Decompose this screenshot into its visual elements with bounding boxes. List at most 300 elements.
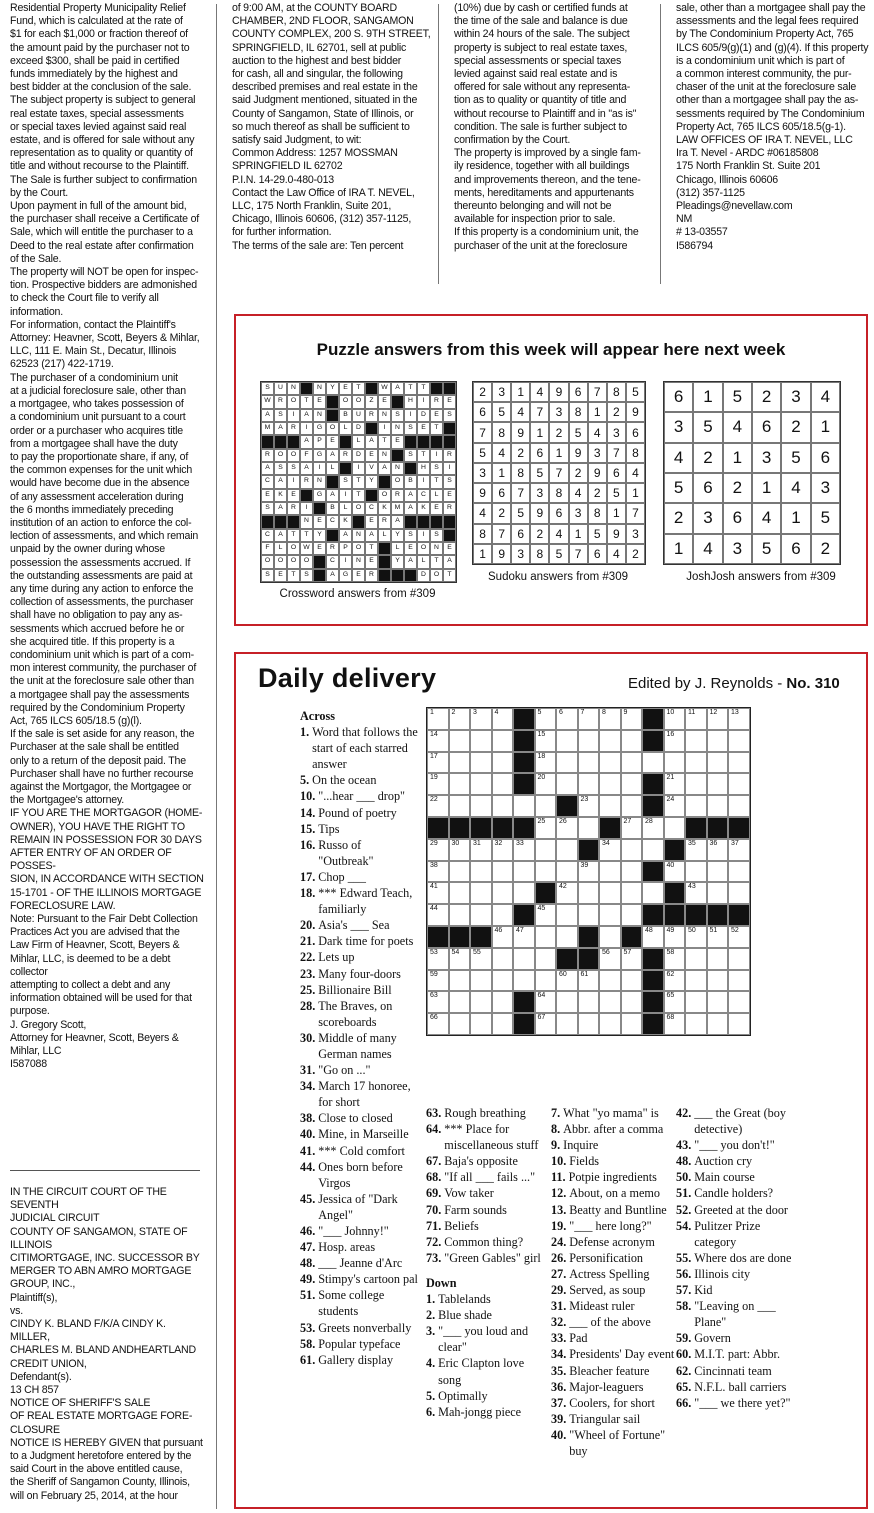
grid-cell[interactable] (556, 817, 578, 839)
grid-cell[interactable] (664, 752, 686, 774)
grid-cell[interactable] (685, 926, 707, 948)
answer-block (287, 515, 300, 528)
grid-cell[interactable] (470, 970, 492, 992)
grid-cell[interactable] (707, 991, 729, 1013)
joshjosh-cell: 1 (811, 412, 840, 442)
clue (300, 1255, 418, 1271)
joshjosh-cell: 3 (752, 443, 781, 473)
answer-letter: I (417, 395, 430, 408)
grid-cell[interactable] (470, 904, 492, 926)
sudoku-cell: 2 (492, 503, 511, 523)
grid-cell[interactable] (492, 861, 514, 883)
grid-cell[interactable] (599, 948, 621, 970)
grid-cell[interactable] (578, 730, 600, 752)
grid-cell[interactable] (621, 773, 643, 795)
grid-cell[interactable] (427, 882, 449, 904)
grid-cell[interactable] (535, 773, 557, 795)
grid-cell[interactable] (449, 730, 471, 752)
grid-cell[interactable] (513, 882, 535, 904)
answer-letter: E (313, 515, 326, 528)
grid-cell[interactable] (707, 970, 729, 992)
grid-cell[interactable] (492, 839, 514, 861)
grid-cell[interactable] (707, 773, 729, 795)
clue-number: 71. (426, 1218, 442, 1233)
grid-cell[interactable] (707, 795, 729, 817)
clue-text: Pulitzer Prize category (694, 1218, 761, 1249)
legal-col2: of 9:00 AM, at the COUNTY BOARD CHAMBER, 2ND FLOOR, SANGAMON COUNTY COMPLEX, 200 S. 9TH STREET, SPRINGFIELD, IL 62701, sell at public auction to the highest and best bidder for cash, all and singular, the following described premises and real estate in the said Judgment mentioned, situated in the County of Sangamon, State of Illinois, or so much thereof as shall be sufficient to satisfy said Judgment, to wit: Common Address: 1257 MOSSMAN SPRINGFIELD IL 62702 P.I.N. 14-29.0-480-013 Contact the Law Office of IRA T. NEVEL, LLC, 175 North Franklin, Suite 201, Chicago, Illinois 60606, (312) 357-1125, for further information. The terms of the sale are: Ten percent (232, 2, 431, 252)
grid-cell[interactable] (556, 708, 578, 730)
grid-cell[interactable] (621, 991, 643, 1013)
clue-text: March 17 honoree, for short (318, 1079, 411, 1110)
grid-cell[interactable] (535, 708, 557, 730)
grid-block (642, 861, 664, 883)
grid-cell[interactable] (728, 730, 750, 752)
clue-text: *** Edward Teach, familiarly (318, 886, 413, 917)
answer-letter: O (300, 555, 313, 568)
grid-cell[interactable] (599, 1013, 621, 1035)
grid-cell[interactable] (578, 991, 600, 1013)
grid-cell[interactable] (599, 839, 621, 861)
grid-cell[interactable] (556, 904, 578, 926)
grid-cell[interactable] (685, 773, 707, 795)
clue (300, 1223, 418, 1239)
grid-cell[interactable] (621, 795, 643, 817)
grid-cell[interactable] (728, 1013, 750, 1035)
grid-cell[interactable] (427, 861, 449, 883)
answer-letter: T (365, 542, 378, 555)
sudoku-cell: 1 (607, 503, 626, 523)
grid-cell[interactable] (449, 708, 471, 730)
grid-cell[interactable] (427, 752, 449, 774)
grid-cell[interactable] (578, 1013, 600, 1035)
clue-number: 68. (426, 1170, 442, 1185)
grid-cell[interactable] (685, 882, 707, 904)
grid-cell[interactable] (535, 730, 557, 752)
answer-letter: E (274, 569, 287, 582)
grid-cell[interactable] (642, 926, 664, 948)
grid-cell[interactable] (492, 926, 514, 948)
answer-letter: A (261, 409, 274, 422)
clue (551, 1153, 675, 1169)
answer-block (378, 569, 391, 582)
sudoku-cell: 9 (492, 544, 511, 564)
clue-number: 52. (676, 1202, 692, 1217)
grid-cell[interactable] (578, 708, 600, 730)
grid-cell[interactable] (427, 1013, 449, 1035)
clue (551, 1121, 675, 1137)
grid-cell[interactable] (599, 861, 621, 883)
clue-text: Tips (318, 821, 340, 836)
grid-cell[interactable] (492, 795, 514, 817)
grid-cell[interactable] (599, 795, 621, 817)
grid-cell[interactable] (621, 752, 643, 774)
grid-cell[interactable] (470, 773, 492, 795)
grid-cell[interactable] (470, 882, 492, 904)
clue-text: Russo of "Outbreak" (318, 837, 374, 868)
grid-block (513, 773, 535, 795)
clue-text: "Leaving on ___ Plane" (694, 1299, 776, 1330)
grid-cell[interactable] (685, 839, 707, 861)
grid-cell[interactable] (664, 970, 686, 992)
grid-cell[interactable] (642, 817, 664, 839)
grid-cell[interactable] (578, 882, 600, 904)
grid-cell[interactable] (535, 752, 557, 774)
grid-cell[interactable] (449, 991, 471, 1013)
grid-cell[interactable] (492, 948, 514, 970)
grid-cell[interactable] (685, 752, 707, 774)
grid-cell[interactable] (535, 926, 557, 948)
grid-cell[interactable] (449, 861, 471, 883)
grid-cell[interactable] (664, 773, 686, 795)
grid-cell[interactable] (470, 991, 492, 1013)
grid-cell[interactable] (728, 839, 750, 861)
cell-number: 12 (709, 709, 718, 716)
grid-cell[interactable] (427, 970, 449, 992)
joshjosh-cell: 1 (664, 534, 693, 564)
grid-cell[interactable] (578, 773, 600, 795)
clue-text: Optimally (438, 1388, 488, 1403)
grid-cell[interactable] (492, 882, 514, 904)
grid-cell[interactable] (492, 752, 514, 774)
grid-cell[interactable] (664, 795, 686, 817)
grid-cell[interactable] (492, 904, 514, 926)
grid-cell[interactable] (556, 991, 578, 1013)
clue (300, 1271, 418, 1287)
answer-block (430, 515, 443, 528)
grid-cell[interactable] (513, 970, 535, 992)
cell-number: 21 (666, 774, 675, 782)
grid-cell[interactable] (621, 839, 643, 861)
grid-cell[interactable] (556, 839, 578, 861)
grid-cell[interactable] (578, 817, 600, 839)
grid-cell[interactable] (578, 970, 600, 992)
clue-text: Beliefs (444, 1218, 479, 1233)
clue-text: Beatty and Buntline (569, 1202, 667, 1217)
grid-cell[interactable] (707, 752, 729, 774)
grid-cell[interactable] (599, 752, 621, 774)
clue-number: 67. (426, 1154, 442, 1169)
clue-text: Coolers, for short (569, 1395, 655, 1410)
grid-cell[interactable] (449, 948, 471, 970)
grid-cell[interactable] (599, 926, 621, 948)
grid-cell[interactable] (621, 882, 643, 904)
grid-cell[interactable] (449, 1013, 471, 1035)
grid-cell[interactable] (685, 730, 707, 752)
grid-block (513, 1013, 535, 1035)
clue (426, 1250, 548, 1266)
cell-number: 50 (688, 926, 696, 934)
clue (300, 1159, 418, 1191)
grid-cell[interactable] (664, 926, 686, 948)
grid-cell[interactable] (621, 861, 643, 883)
grid-cell[interactable] (470, 1013, 492, 1035)
answer-letter: O (352, 395, 365, 408)
grid-cell[interactable] (728, 708, 750, 730)
clue (426, 1307, 548, 1323)
clue-text: Pound of poetry (318, 805, 397, 820)
cell-number: 10 (666, 709, 675, 716)
cell-number: 38 (430, 861, 438, 869)
grid-cell[interactable] (556, 861, 578, 883)
grid-cell[interactable] (556, 1013, 578, 1035)
clue-text: Bleacher feature (569, 1363, 650, 1378)
puzzle-number: No. 310 (786, 675, 840, 692)
grid-cell[interactable] (470, 839, 492, 861)
grid-cell[interactable] (513, 839, 535, 861)
grid-cell[interactable] (513, 948, 535, 970)
clue-text: Abbr. after a comma (563, 1122, 664, 1137)
grid-cell[interactable] (449, 773, 471, 795)
grid-cell[interactable] (535, 970, 557, 992)
grid-cell[interactable] (449, 970, 471, 992)
sudoku-cell: 7 (607, 443, 626, 463)
grid-cell[interactable] (556, 752, 578, 774)
answer-letter: A (326, 569, 339, 582)
grid-cell[interactable] (599, 991, 621, 1013)
grid-cell[interactable] (728, 970, 750, 992)
grid-cell[interactable] (685, 1013, 707, 1035)
grid-cell[interactable] (728, 795, 750, 817)
grid-cell[interactable] (578, 795, 600, 817)
grid-cell[interactable] (427, 948, 449, 970)
answer-letter: M (261, 422, 274, 435)
grid-cell[interactable] (449, 904, 471, 926)
grid-cell[interactable] (427, 904, 449, 926)
grid-cell[interactable] (599, 882, 621, 904)
answer-letter: T (300, 395, 313, 408)
grid-cell[interactable] (492, 991, 514, 1013)
column-rule-1 (216, 4, 217, 1509)
grid-cell[interactable] (664, 730, 686, 752)
clue-number: 27. (551, 1266, 567, 1281)
joshjosh-cell: 6 (781, 534, 810, 564)
answer-letter: S (274, 409, 287, 422)
answer-letter: L (352, 435, 365, 448)
joshjosh-cell: 1 (723, 443, 752, 473)
grid-cell[interactable] (470, 948, 492, 970)
answer-letter: R (443, 502, 456, 515)
grid-cell[interactable] (685, 970, 707, 992)
clue (676, 1218, 792, 1250)
grid-cell[interactable] (599, 904, 621, 926)
grid-cell[interactable] (513, 926, 535, 948)
answer-letter: T (287, 569, 300, 582)
grid-block (427, 926, 449, 948)
grid-cell[interactable] (535, 817, 557, 839)
joshjosh-cell: 4 (723, 412, 752, 442)
clue-number: 3. (426, 1324, 436, 1339)
answer-letter: E (378, 395, 391, 408)
clue-text: Mideast ruler (569, 1299, 635, 1314)
grid-cell[interactable] (664, 817, 686, 839)
grid-block (707, 817, 729, 839)
grid-cell[interactable] (728, 991, 750, 1013)
answer-block (378, 542, 391, 555)
grid-cell[interactable] (621, 708, 643, 730)
sudoku-cell: 6 (569, 382, 588, 402)
sudoku-cell: 5 (607, 483, 626, 503)
clue-text: Asia's ___ Sea (318, 918, 390, 933)
grid-cell[interactable] (427, 730, 449, 752)
grid-cell[interactable] (578, 752, 600, 774)
grid-cell[interactable] (728, 861, 750, 883)
grid-cell[interactable] (535, 991, 557, 1013)
grid-cell[interactable] (599, 773, 621, 795)
grid-cell[interactable] (578, 861, 600, 883)
grid-cell[interactable] (513, 861, 535, 883)
grid-cell[interactable] (707, 708, 729, 730)
grid-cell[interactable] (556, 926, 578, 948)
answer-letter: S (339, 475, 352, 488)
grid-cell[interactable] (685, 991, 707, 1013)
clue (426, 1234, 548, 1250)
grid-cell[interactable] (599, 708, 621, 730)
grid-cell[interactable] (427, 708, 449, 730)
grid-cell[interactable] (728, 752, 750, 774)
grid-cell[interactable] (685, 708, 707, 730)
clue-text: ___ Jeanne d'Arc (318, 1256, 403, 1271)
answer-letter: S (404, 529, 417, 542)
clue (300, 966, 418, 982)
grid-cell[interactable] (556, 882, 578, 904)
answer-letter: O (339, 395, 352, 408)
grid-cell[interactable] (535, 861, 557, 883)
grid-cell[interactable] (685, 861, 707, 883)
grid-cell[interactable] (642, 752, 664, 774)
grid-cell[interactable] (449, 795, 471, 817)
grid-cell[interactable] (685, 795, 707, 817)
grid-cell[interactable] (556, 730, 578, 752)
clue-column-3 (551, 1105, 675, 1459)
grid-cell[interactable] (470, 861, 492, 883)
grid-cell[interactable] (492, 1013, 514, 1035)
grid-cell[interactable] (449, 839, 471, 861)
grid-cell[interactable] (728, 773, 750, 795)
cell-number: 58 (666, 948, 675, 956)
clue-number: 1. (300, 725, 310, 740)
grid-cell[interactable] (578, 904, 600, 926)
answer-letter: O (417, 542, 430, 555)
grid-cell[interactable] (449, 882, 471, 904)
crossword-grid[interactable] (426, 707, 751, 1036)
clue-text: Candle holders? (694, 1186, 774, 1201)
cell-number: 54 (451, 948, 460, 956)
clue (676, 1250, 792, 1266)
grid-cell[interactable] (599, 970, 621, 992)
grid-block (642, 991, 664, 1013)
grid-cell[interactable] (621, 817, 643, 839)
answer-letter: T (417, 449, 430, 462)
grid-cell[interactable] (492, 970, 514, 992)
clue-text: Common thing? (444, 1234, 524, 1249)
grid-cell[interactable] (427, 839, 449, 861)
answer-block (443, 422, 456, 435)
grid-cell[interactable] (707, 926, 729, 948)
grid-cell[interactable] (728, 948, 750, 970)
answer-letter: S (430, 462, 443, 475)
grid-cell[interactable] (707, 882, 729, 904)
cell-number: 41 (430, 883, 438, 891)
grid-cell[interactable] (685, 948, 707, 970)
grid-cell[interactable] (664, 948, 686, 970)
grid-cell[interactable] (664, 991, 686, 1013)
grid-cell[interactable] (556, 970, 578, 992)
grid-cell[interactable] (707, 839, 729, 861)
grid-cell[interactable] (642, 882, 664, 904)
grid-cell[interactable] (621, 970, 643, 992)
sudoku-cell: 4 (530, 382, 549, 402)
joshjosh-cell: 5 (723, 382, 752, 412)
grid-cell[interactable] (621, 904, 643, 926)
grid-block (556, 795, 578, 817)
clue-number: 31. (551, 1299, 567, 1314)
grid-cell[interactable] (728, 926, 750, 948)
grid-cell[interactable] (707, 948, 729, 970)
sudoku-cell: 2 (569, 463, 588, 483)
clue-number: 18. (300, 886, 316, 901)
grid-cell[interactable] (535, 1013, 557, 1035)
grid-cell[interactable] (492, 773, 514, 795)
grid-cell[interactable] (513, 795, 535, 817)
joshjosh-cell: 5 (811, 503, 840, 533)
grid-cell[interactable] (707, 861, 729, 883)
grid-cell[interactable] (535, 904, 557, 926)
cell-number: 35 (688, 839, 696, 847)
grid-block (578, 839, 600, 861)
grid-cell[interactable] (470, 752, 492, 774)
grid-cell[interactable] (664, 708, 686, 730)
answer-letter: E (352, 569, 365, 582)
sudoku-cell: 6 (588, 544, 607, 564)
answer-letter: I (287, 409, 300, 422)
grid-cell[interactable] (664, 1013, 686, 1035)
grid-cell[interactable] (535, 948, 557, 970)
grid-cell[interactable] (427, 795, 449, 817)
joshjosh-cell: 4 (811, 382, 840, 412)
grid-cell[interactable] (492, 708, 514, 730)
joshjosh-cell: 3 (811, 473, 840, 503)
clue-text: Hosp. areas (318, 1240, 376, 1255)
clue-number: 41. (300, 1143, 316, 1158)
grid-cell[interactable] (664, 861, 686, 883)
grid-cell[interactable] (728, 882, 750, 904)
grid-cell[interactable] (470, 730, 492, 752)
grid-cell[interactable] (427, 773, 449, 795)
grid-cell[interactable] (449, 752, 471, 774)
grid-cell[interactable] (621, 1013, 643, 1035)
grid-cell[interactable] (470, 708, 492, 730)
grid-cell[interactable] (599, 730, 621, 752)
grid-cell[interactable] (556, 773, 578, 795)
joshjosh-cell: 1 (693, 382, 722, 412)
answer-letter: R (274, 395, 287, 408)
grid-cell[interactable] (707, 1013, 729, 1035)
grid-cell[interactable] (427, 991, 449, 1013)
grid-cell[interactable] (707, 730, 729, 752)
grid-cell[interactable] (492, 730, 514, 752)
grid-cell[interactable] (535, 795, 557, 817)
answer-letter: Y (326, 382, 339, 395)
cell-number: 5 (537, 709, 542, 716)
grid-cell[interactable] (535, 839, 557, 861)
grid-cell[interactable] (621, 948, 643, 970)
clue-number: 1. (426, 1292, 436, 1307)
clue-number: 20. (300, 918, 316, 933)
grid-cell[interactable] (621, 730, 643, 752)
grid-cell[interactable] (642, 839, 664, 861)
answer-block (352, 515, 365, 528)
grid-cell[interactable] (470, 795, 492, 817)
